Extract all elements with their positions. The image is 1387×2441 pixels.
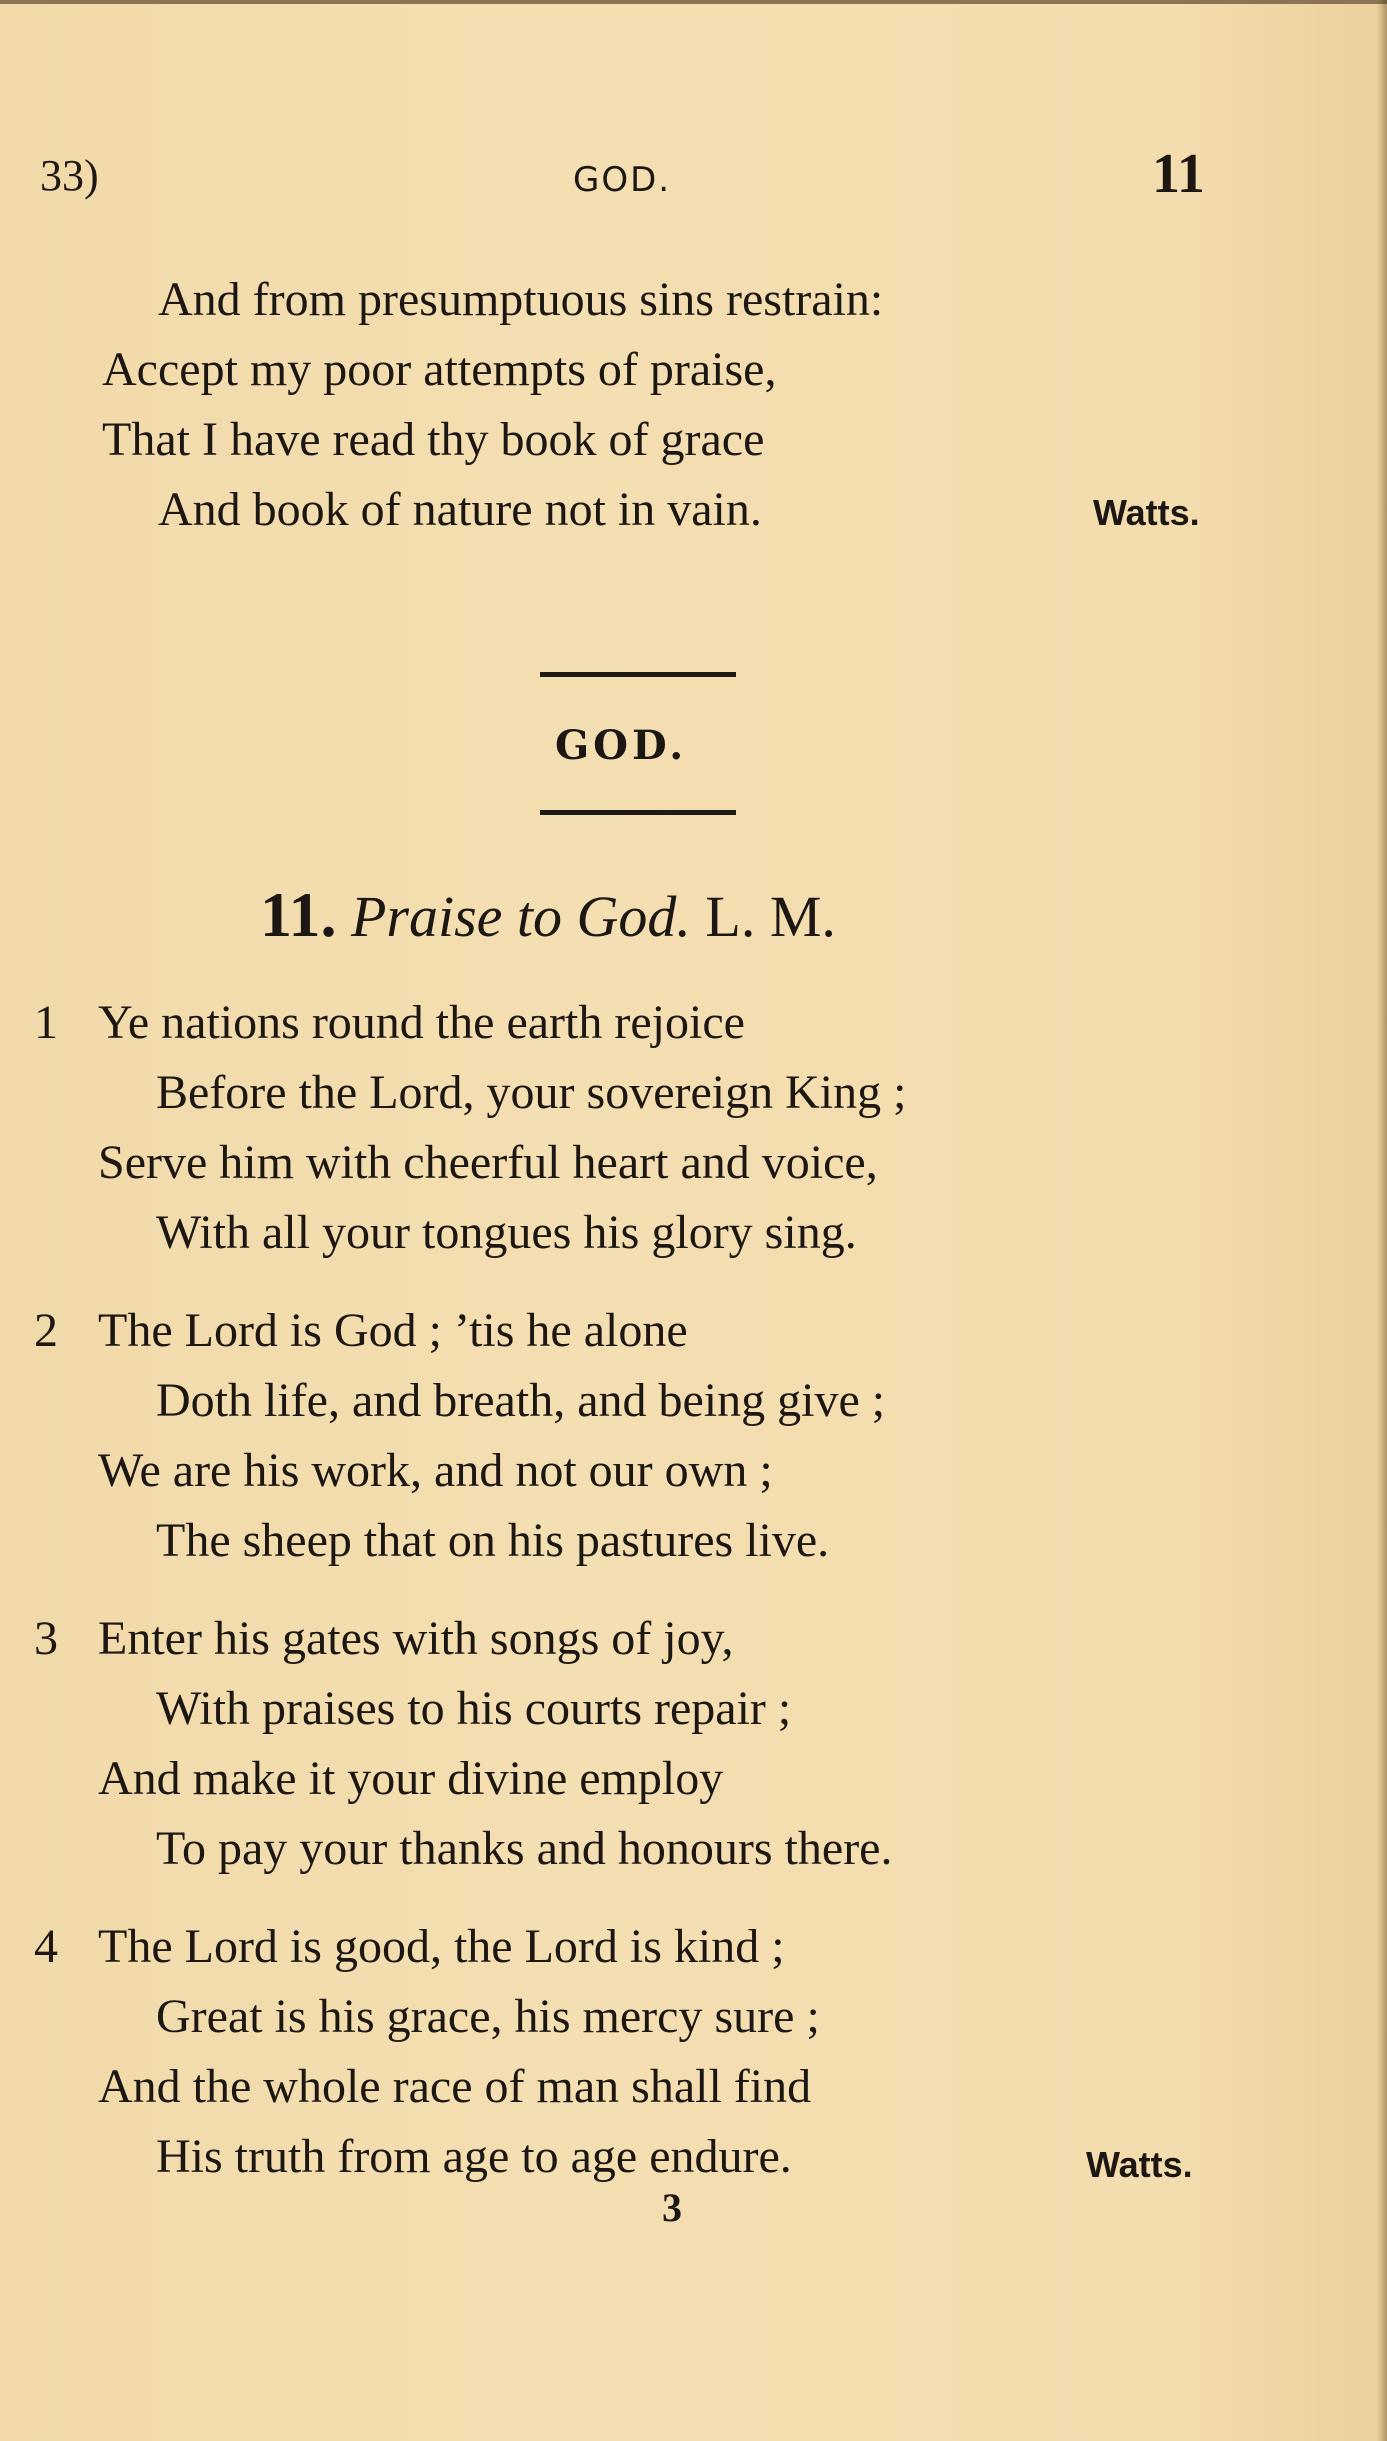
signature-mark: 3 <box>662 2185 682 2230</box>
verse-line: The Lord is good, the Lord is kind ; <box>98 1920 785 1973</box>
section-title: GOD. <box>555 722 688 769</box>
top-edge-rule <box>0 0 1387 4</box>
continuation-line: And book of nature not in vain. <box>158 483 762 536</box>
verse-line: The sheep that on his pastures live. <box>156 1514 830 1567</box>
continuation-attribution: Watts. <box>1093 492 1200 533</box>
verse-line: With praises to his courts repair ; <box>156 1682 792 1735</box>
hymn-title: Praise to God. <box>350 884 691 949</box>
verse-line: Serve him with cheerful heart and voice, <box>98 1136 878 1189</box>
page-number: 11 <box>1152 143 1205 205</box>
verse-line: To pay your thanks and honours there. <box>156 1822 893 1875</box>
hymn-attribution: Watts. <box>1086 2144 1193 2185</box>
verse-line: And make it your divine employ <box>98 1752 724 1805</box>
verse-line: His truth from age to age endure. <box>156 2130 792 2183</box>
verse-line: And the whole race of man shall find <box>98 2060 812 2113</box>
continuation-line: And from presumptuous sins restrain: <box>158 273 884 326</box>
running-head-title: GOD. <box>573 160 672 200</box>
verse-number: 2 <box>34 1304 58 1357</box>
running-head <box>0 143 1387 210</box>
section-rule-bottom <box>540 810 736 815</box>
verse-line: Before the Lord, your sovereign King ; <box>156 1066 907 1119</box>
hymn-meter: L. M. <box>705 884 836 949</box>
verse-line: With all your tongues his glory sing. <box>156 1206 857 1259</box>
verse-line: We are his work, and not our own ; <box>98 1444 773 1497</box>
page-edge-shadow <box>1377 0 1387 2441</box>
continuation-line: Accept my poor attempts of praise, <box>102 343 777 396</box>
continuation-line: That I have read thy book of grace <box>102 413 765 466</box>
verse-line: Enter his gates with songs of joy, <box>98 1612 734 1665</box>
running-head-left: 33) <box>40 151 99 200</box>
section-rule-top <box>540 672 736 677</box>
verse-line: Ye nations round the earth rejoice <box>98 996 745 1049</box>
verse-line: Great is his grace, his mercy sure ; <box>156 1990 820 2043</box>
verse-number: 3 <box>34 1612 58 1665</box>
verse-line: Doth life, and breath, and being give ; <box>156 1374 886 1427</box>
verse-number: 4 <box>34 1920 58 1973</box>
hymn-heading <box>260 878 836 952</box>
hymn-number: 11. <box>260 879 337 950</box>
verse-line: The Lord is God ; ’tis he alone <box>98 1304 688 1357</box>
verse-number: 1 <box>34 996 58 1049</box>
